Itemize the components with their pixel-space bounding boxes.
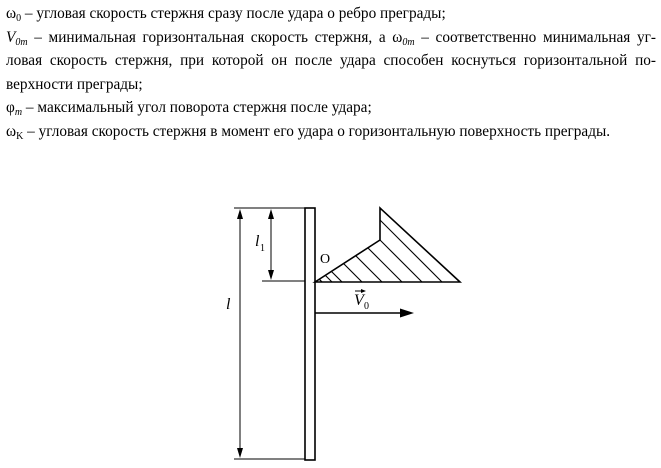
label-v-sub: 0	[364, 301, 369, 312]
definition-omegak: $\omega_K$ – угловая скорость стержня в момент его удара о горизонтальную поверхность преграды.	[6, 122, 611, 142]
rod	[305, 208, 315, 460]
dimension-l	[237, 209, 243, 458]
obstacle	[290, 160, 502, 302]
definition-v0m-cont1: ловая скорость стержня, при которой он после удара способен коснуться горизонтальной по-	[6, 52, 656, 70]
definition-v0m: $V_{0m}$ – минимальная горизонтальная скорость стержня, а $\omega_{0m}$ – соответственно минимальная уг-	[6, 28, 657, 48]
definition-phim: $\varphi_m$ – максимальный угол поворота стержня после удара;	[6, 99, 372, 119]
definition-v0m-cont2: верхности преграды;	[6, 75, 143, 93]
label-o: O	[320, 252, 331, 267]
label-v: V	[354, 292, 364, 309]
label-l1-sub: 1	[260, 243, 265, 254]
label-l1: l	[255, 233, 260, 250]
label-l: l	[226, 296, 231, 313]
definition-omega0: $\omega_0$ – угловая скорость стержня сразу после удара о ребро преграды;	[6, 5, 446, 24]
dimension-l1	[268, 209, 274, 280]
